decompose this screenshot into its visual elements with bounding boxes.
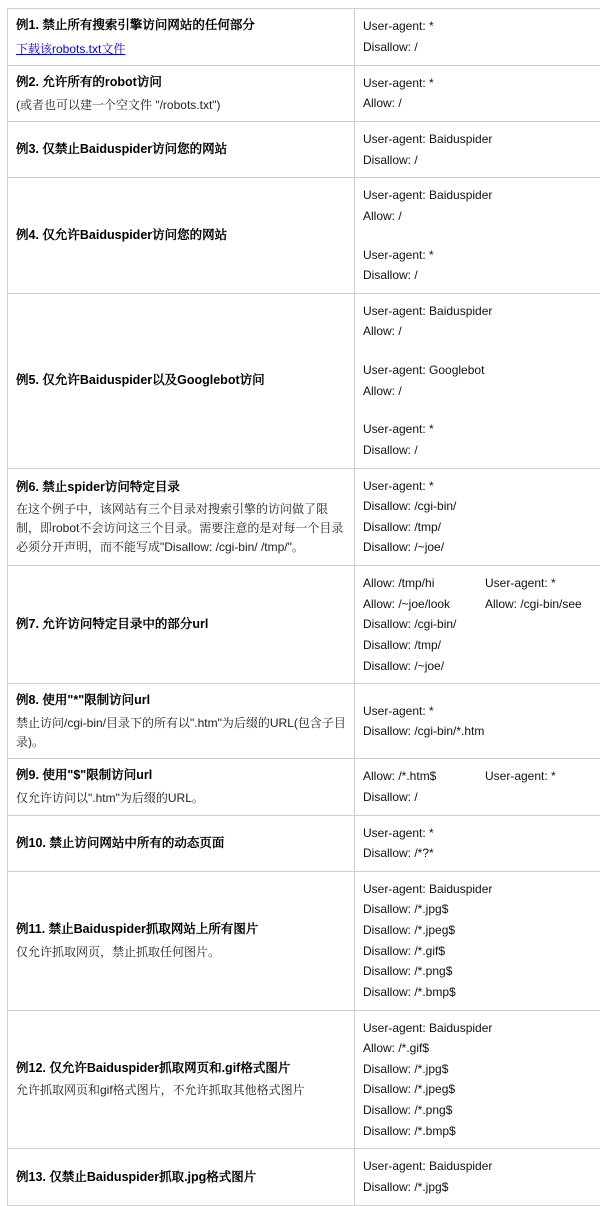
- example-note: 在这个例子中，该网站有三个目录对搜索引擎的访问做了限制，即robot不会访问这三个目录。需要注意的是对每一个目录必须分开声明，而不能写成"Disallow: /cgi-bin/ /tmp/"。: [16, 500, 346, 556]
- example-code-cell: [355, 293, 600, 468]
- code-line: Disallow: /cgi-bin/: [363, 614, 471, 635]
- table-row: [8, 815, 600, 871]
- code-line: User-agent: *: [363, 419, 600, 440]
- code-line-blank: [363, 351, 600, 360]
- code-column-right: [485, 573, 600, 676]
- code-line-blank: [363, 227, 600, 236]
- code-line: Allow: /tmp/hi: [363, 573, 471, 594]
- example-code-cell: [355, 178, 600, 294]
- code-column-left: [363, 573, 471, 676]
- code-line: Disallow: /tmp/: [363, 635, 471, 656]
- code-line: Disallow: /*.bmp$: [363, 1121, 600, 1142]
- code-line: User-agent: Baiduspider: [363, 129, 600, 150]
- code-line: Disallow: /tmp/: [363, 517, 600, 538]
- example-description-cell: [8, 1010, 355, 1149]
- code-line: Disallow: /: [363, 440, 600, 461]
- table-row: [8, 684, 600, 759]
- code-line: User-agent: *: [363, 701, 600, 722]
- table-row: [8, 871, 600, 1010]
- code-line: Disallow: /: [363, 150, 600, 171]
- code-column-left: [363, 766, 471, 807]
- code-line: Disallow: /*.jpg$: [363, 1059, 600, 1080]
- example-title: 例8. 使用"*"限制访问url: [16, 691, 346, 710]
- example-code-cell: [355, 9, 600, 66]
- example-description-cell: [8, 759, 355, 815]
- example-code-cell: [355, 815, 600, 871]
- example-title: 例1. 禁止所有搜索引擎访问网站的任何部分: [16, 16, 346, 35]
- example-note: 仅允许抓取网页，禁止抓取任何图片。: [16, 943, 346, 962]
- example-note: 允许抓取网页和gif格式图片，不允许抓取其他格式图片: [16, 1081, 346, 1100]
- example-title: 例10. 禁止访问网站中所有的动态页面: [16, 834, 346, 853]
- example-title: 例12. 仅允许Baiduspider抓取网页和.gif格式图片: [16, 1059, 346, 1078]
- code-line: User-agent: *: [485, 573, 600, 594]
- table-row: [8, 65, 600, 121]
- example-description-cell: [8, 178, 355, 294]
- example-description-cell: [8, 293, 355, 468]
- table-row: [8, 1149, 600, 1205]
- example-description-cell: [8, 684, 355, 759]
- example-code-cell: [355, 871, 600, 1010]
- code-line: User-agent: *: [363, 245, 600, 266]
- example-code-cell: [355, 1010, 600, 1149]
- code-line: User-agent: Googlebot: [363, 360, 600, 381]
- code-line: Disallow: /cgi-bin/*.htm: [363, 721, 600, 742]
- code-line: User-agent: *: [485, 766, 600, 787]
- example-description-cell: [8, 871, 355, 1010]
- example-title: 例5. 仅允许Baiduspider以及Googlebot访问: [16, 371, 346, 390]
- example-code-cell: [355, 65, 600, 121]
- example-title: 例3. 仅禁止Baiduspider访问您的网站: [16, 140, 346, 159]
- code-line: User-agent: Baiduspider: [363, 1018, 600, 1039]
- example-title: 例7. 允许访问特定目录中的部分url: [16, 615, 346, 634]
- code-line: Allow: /*.gif$: [363, 1038, 600, 1059]
- example-description-cell: [8, 122, 355, 178]
- code-line: User-agent: *: [363, 476, 600, 497]
- table-row: [8, 759, 600, 815]
- example-description-cell: [8, 9, 355, 66]
- code-line: User-agent: Baiduspider: [363, 1156, 600, 1177]
- code-columns: [363, 766, 600, 807]
- code-line: User-agent: *: [363, 823, 600, 844]
- code-line: User-agent: Baiduspider: [363, 301, 600, 322]
- example-code-cell: [355, 684, 600, 759]
- code-line: User-agent: Baiduspider: [363, 185, 600, 206]
- code-line: Disallow: /: [363, 37, 600, 58]
- code-line: Disallow: /: [363, 265, 600, 286]
- example-code-cell: [355, 566, 600, 684]
- code-line: User-agent: *: [363, 73, 600, 94]
- example-title: 例4. 仅允许Baiduspider访问您的网站: [16, 226, 346, 245]
- example-description-cell: [8, 65, 355, 121]
- example-note: (或者也可以建一个空文件 "/robots.txt"): [16, 96, 346, 115]
- table-row: [8, 122, 600, 178]
- code-line: Allow: /: [363, 321, 600, 342]
- code-line: Disallow: /~joe/: [363, 537, 600, 558]
- example-note: 仅允许访问以".htm"为后缀的URL。: [16, 789, 346, 808]
- code-line: Disallow: /*?*: [363, 843, 600, 864]
- code-line: Disallow: /~joe/: [363, 656, 471, 677]
- table-row: [8, 468, 600, 566]
- table-body: [8, 9, 600, 1206]
- robots-examples-table: [7, 8, 600, 1206]
- code-columns: [363, 573, 600, 676]
- code-line-blank: [363, 401, 600, 410]
- code-line: Disallow: /*.gif$: [363, 941, 600, 962]
- example-note: 禁止访问/cgi-bin/目录下的所有以".htm"为后缀的URL(包含子目录)。: [16, 714, 346, 751]
- example-description-cell: [8, 1149, 355, 1205]
- code-line-blank: [363, 410, 600, 419]
- example-code-cell: [355, 468, 600, 566]
- table-row: [8, 566, 600, 684]
- code-line-blank: [363, 236, 600, 245]
- code-line: User-agent: *: [363, 16, 600, 37]
- code-line: Allow: /*.htm$: [363, 766, 471, 787]
- example-description-cell: [8, 468, 355, 566]
- example-code-cell: [355, 1149, 600, 1205]
- example-title: 例13. 仅禁止Baiduspider抓取.jpg格式图片: [16, 1168, 346, 1187]
- code-line: Disallow: /*.bmp$: [363, 982, 600, 1003]
- code-line: Disallow: /*.png$: [363, 961, 600, 982]
- table-row: [8, 178, 600, 294]
- code-line-blank: [363, 342, 600, 351]
- example-code-cell: [355, 122, 600, 178]
- code-line: Allow: /cgi-bin/see: [485, 594, 600, 615]
- code-column-right: [485, 766, 600, 807]
- example-title: 例9. 使用"$"限制访问url: [16, 766, 346, 785]
- example-code-cell: [355, 759, 600, 815]
- code-line: Disallow: /cgi-bin/: [363, 496, 600, 517]
- code-line: Disallow: /*.jpg$: [363, 1177, 600, 1198]
- code-line: Disallow: /*.jpg$: [363, 899, 600, 920]
- example-title: 例2. 允许所有的robot访问: [16, 73, 346, 92]
- code-line: Disallow: /*.jpeg$: [363, 920, 600, 941]
- code-line: Disallow: /*.jpeg$: [363, 1079, 600, 1100]
- code-line: User-agent: Baiduspider: [363, 879, 600, 900]
- download-robots-txt-link[interactable]: 下载该robots.txt文件: [16, 40, 125, 57]
- example-title: 例6. 禁止spider访问特定目录: [16, 478, 346, 497]
- table-row: [8, 293, 600, 468]
- example-description-cell: [8, 566, 355, 684]
- code-line: Allow: /: [363, 206, 600, 227]
- table-row: [8, 9, 600, 66]
- code-line: Disallow: /: [363, 787, 471, 808]
- code-line: Allow: /: [363, 93, 600, 114]
- example-title: 例11. 禁止Baiduspider抓取网站上所有图片: [16, 920, 346, 939]
- code-line: Allow: /~joe/look: [363, 594, 471, 615]
- example-description-cell: [8, 815, 355, 871]
- code-line: Allow: /: [363, 381, 600, 402]
- code-line: Disallow: /*.png$: [363, 1100, 600, 1121]
- table-row: [8, 1010, 600, 1149]
